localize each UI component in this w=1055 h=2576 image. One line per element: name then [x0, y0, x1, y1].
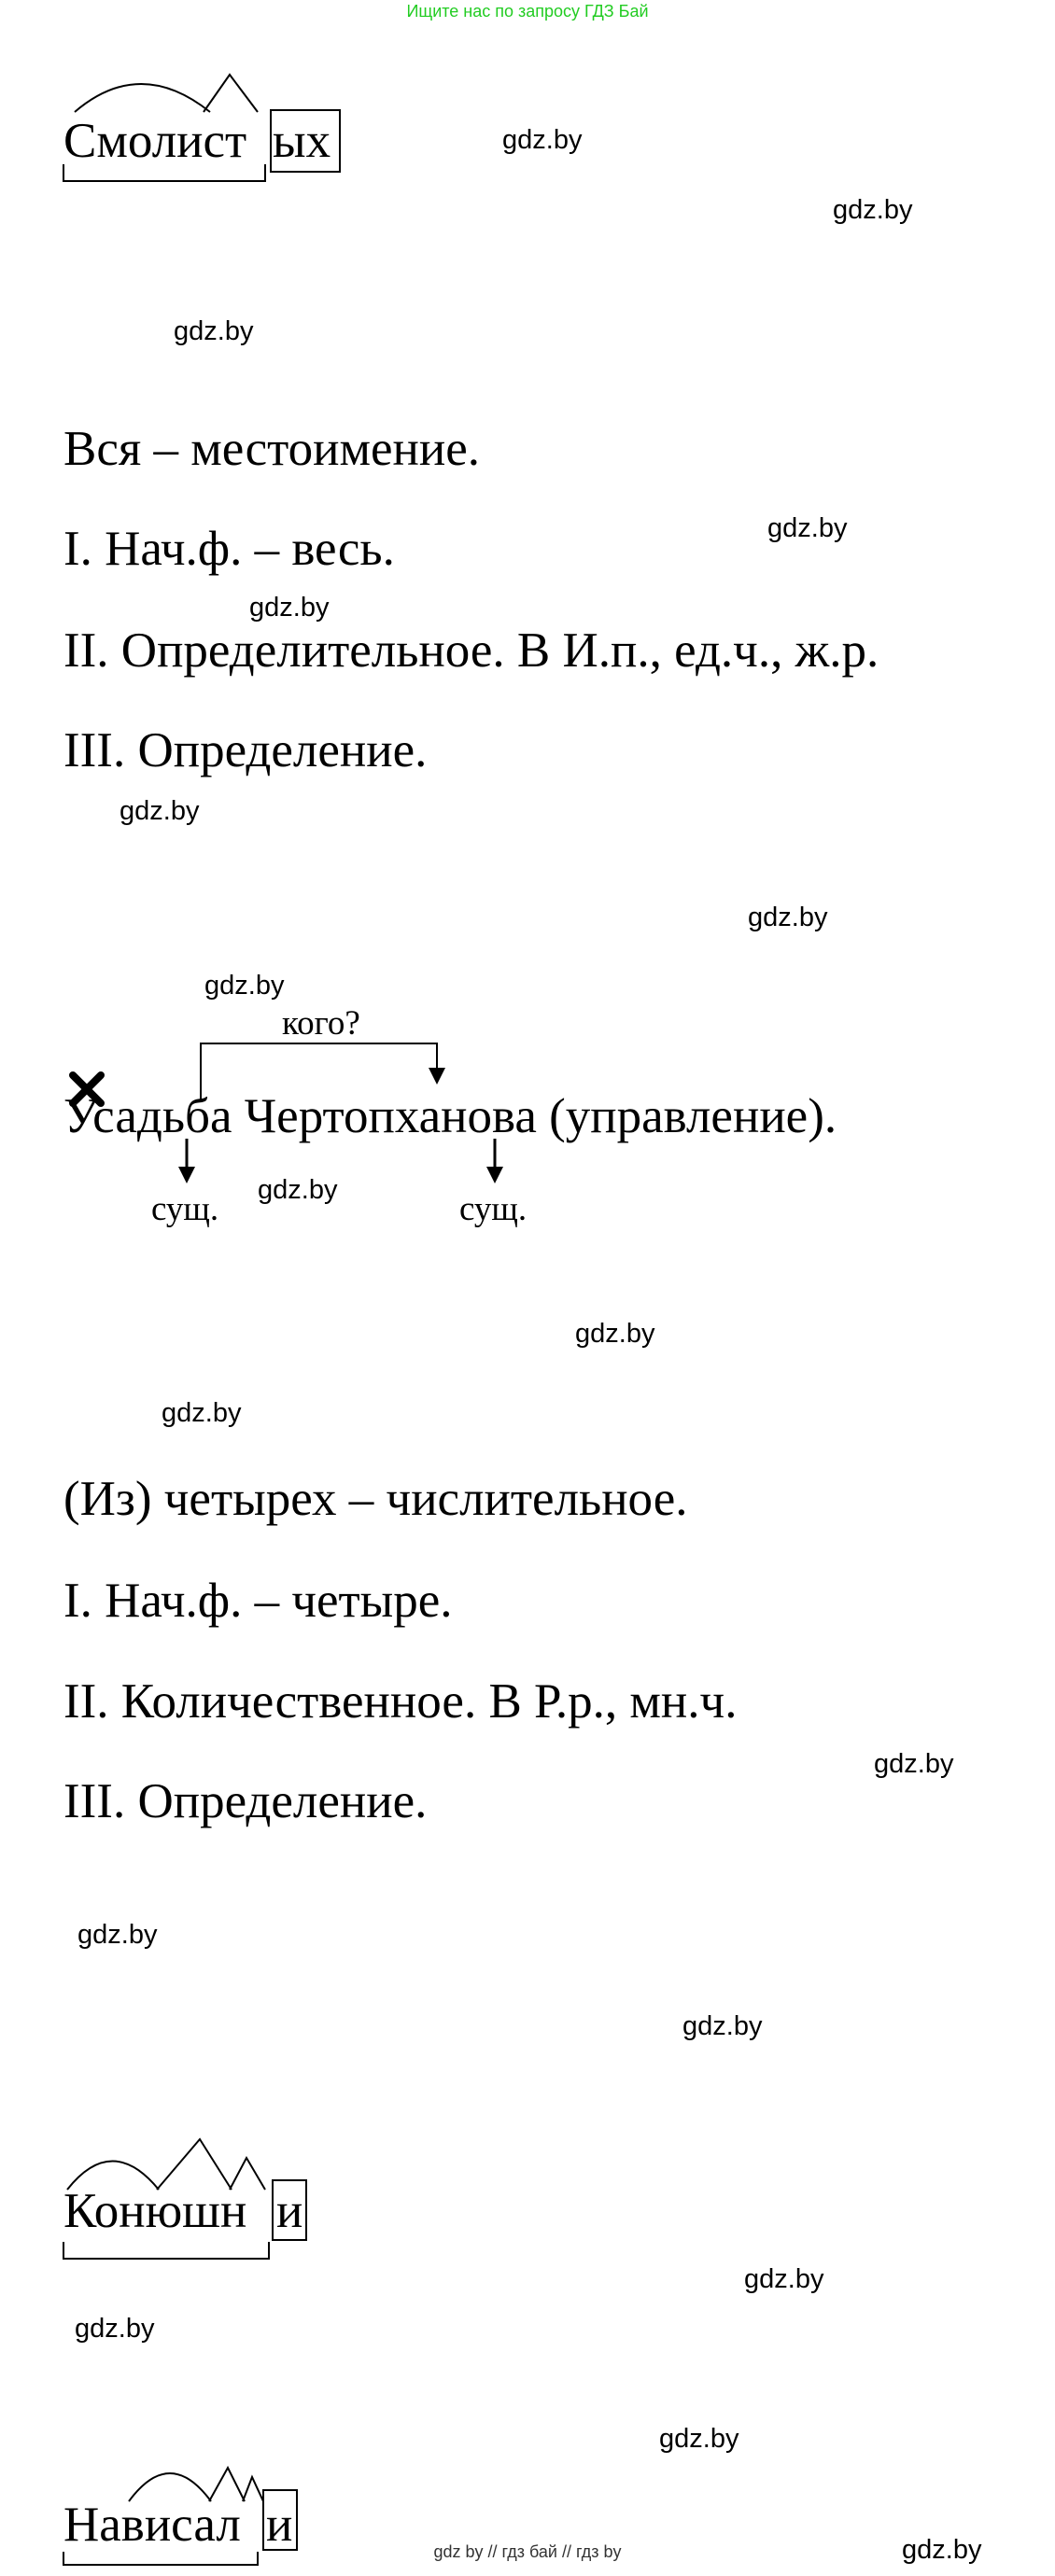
- watermark: gdz.by: [682, 2011, 763, 2041]
- word2-ending-box: [273, 2180, 306, 2240]
- main-word-arrow: [178, 1167, 195, 1183]
- phrase-main-label: сущ.: [151, 1190, 219, 1228]
- dependent-word-arrow: [486, 1167, 503, 1183]
- word2-suffix-mark: [157, 2139, 232, 2190]
- word3-root: Нависал: [63, 2498, 241, 2552]
- word1-ending: ых: [273, 114, 331, 168]
- watermark: gdz.by: [748, 903, 828, 932]
- numeral-line3: III. Определение.: [63, 1774, 428, 1828]
- footer: gdz by // гдз бай // гдз by: [433, 2542, 622, 2561]
- numeral-line1: I. Нач.ф. – четыре.: [63, 1574, 453, 1628]
- watermark: gdz.by: [659, 2424, 739, 2454]
- watermark: gdz.by: [575, 1319, 655, 1349]
- word2-root-arc: [67, 2162, 159, 2191]
- pronoun-title: Вся – местоимение.: [63, 422, 481, 476]
- watermark: gdz.by: [258, 1175, 338, 1205]
- numeral-line2: II. Количественное. В Р.р., мн.ч.: [63, 1674, 738, 1729]
- word1-suffix-mark: [204, 75, 258, 112]
- question-label: кого?: [282, 1004, 360, 1043]
- word1-root: Смолист: [63, 114, 247, 168]
- word2-root: Конюшн: [63, 2184, 247, 2238]
- phrase-text: Усадьба Чертопханова (управление).: [63, 1089, 837, 1143]
- pronoun-line2: II. Определительное. В И.п., ед.ч., ж.р.: [63, 623, 879, 678]
- watermark: gdz.by: [174, 316, 254, 346]
- word1-morpheme-marks: [0, 0, 1055, 205]
- watermark: gdz.by: [77, 1920, 158, 1950]
- watermark: gdz.by: [833, 195, 913, 225]
- pronoun-line1: I. Нач.ф. – весь.: [63, 522, 395, 576]
- watermark: gdz.by: [502, 125, 583, 155]
- pronoun-line3: III. Определение.: [63, 723, 428, 777]
- watermark: gdz.by: [767, 513, 848, 543]
- watermark: gdz.by: [204, 971, 285, 1001]
- word2-morpheme-marks: [0, 2137, 1055, 2268]
- word3-ending-box: [263, 2490, 297, 2550]
- watermark: gdz.by: [902, 2535, 982, 2565]
- word2-suffix-mark-2: [230, 2158, 265, 2190]
- watermark: gdz.by: [874, 1749, 954, 1779]
- question-arrow-head: [429, 1068, 445, 1085]
- word3-ending: и: [266, 2498, 293, 2552]
- numeral-title: (Из) четырех – числительное.: [63, 1472, 688, 1526]
- watermark: gdz.by: [249, 593, 330, 623]
- watermark: gdz.by: [75, 2314, 155, 2344]
- word3-root-arc: [129, 2473, 211, 2501]
- phrase-dependent-label: сущ.: [459, 1190, 528, 1228]
- watermark: gdz.by: [744, 2264, 824, 2294]
- word1-root-arc: [75, 84, 210, 112]
- word1-ending-box: [271, 110, 340, 172]
- word1-stem-mark: [63, 164, 265, 181]
- word3-suffix-mark-2: [243, 2477, 263, 2501]
- word2-stem-mark: [63, 2242, 269, 2259]
- word2-ending: и: [276, 2184, 303, 2238]
- watermark: gdz.by: [120, 796, 200, 826]
- watermark: gdz.by: [162, 1398, 242, 1428]
- top-banner: Ищите нас по запросу ГДЗ Бай: [406, 2, 649, 21]
- word3-suffix-mark: [209, 2468, 245, 2501]
